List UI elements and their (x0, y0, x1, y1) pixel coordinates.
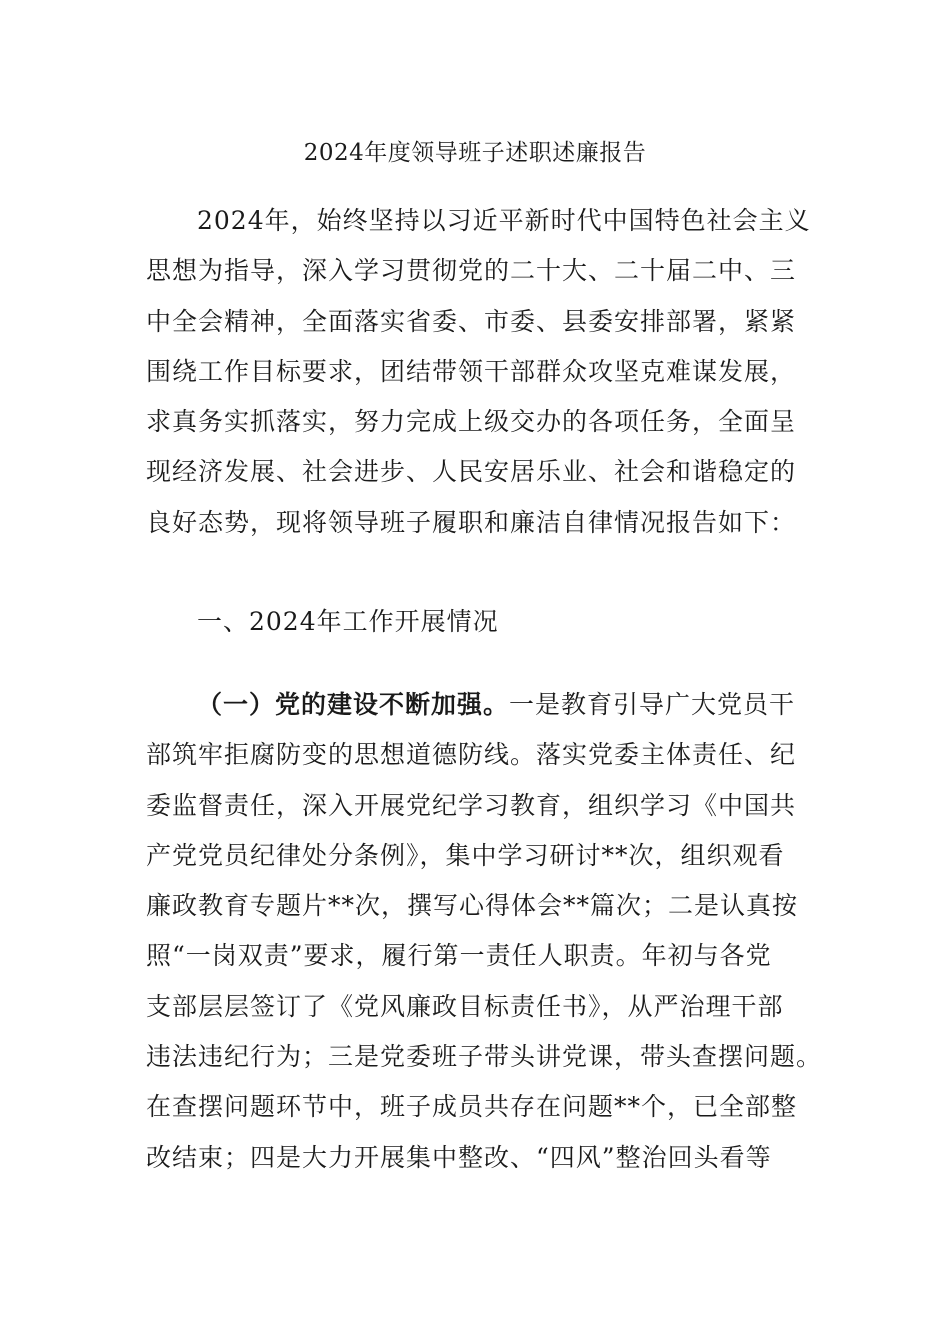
intro-line: 中全会精神，全面落实省委、市委、县委安排部署，紧紧 (146, 306, 797, 336)
section-heading: 一、2024年工作开展情况 (197, 607, 499, 636)
intro-line: 求真务实抓落实，努力完成上级交办的各项任务，全面呈 (146, 407, 797, 437)
intro-line: 围绕工作目标要求，团结带领干部群众攻坚克难谋发展， (146, 356, 797, 386)
body-paragraph (146, 680, 823, 1183)
body-line: 产党党员纪律处分条例》，集中学习研讨**次，组织观看 (146, 840, 785, 870)
body-line: 在查摆问题环节中，班子成员共存在问题**个，已全部整 (146, 1092, 798, 1122)
document-title: 2024年度领导班子述职述廉报告 (303, 140, 647, 166)
intro-line: 良好态势，现将领导班子履职和廉洁自律情况报告如下： (146, 507, 797, 537)
body-line: 廉政教育专题片**次，撰写心得体会**篇次；二是认真按 (146, 891, 799, 921)
body-line: 照“一岗双责”要求，履行第一责任人职责。年初与各党 (146, 941, 772, 971)
intro-line: 现经济发展、社会进步、人民安居乐业、社会和谐稳定的 (146, 457, 797, 487)
body-line: 委监督责任，深入开展党纪学习教育，组织学习《中国共 (146, 790, 797, 820)
body-first-line (146, 680, 806, 730)
body-line: 支部层层签订了《党风廉政目标责任书》，从严治理干部 (146, 991, 784, 1021)
intro-line: 2024年，始终坚持以习近平新时代中国特色社会主义 (197, 206, 811, 235)
body-line: 部筑牢拒腐防变的思想道德防线。落实党委主体责任、纪 (146, 740, 797, 770)
body-line: 违法违纪行为；三是党委班子带头讲党课，带头查摆问题。 (146, 1042, 823, 1072)
body-line-text: 一是教育引导广大党员干 (509, 690, 796, 719)
intro-paragraph (146, 196, 811, 548)
subsection-heading: （一）党的建设不断加强。 (197, 690, 510, 719)
body-line: 改结束；四是大力开展集中整改、“四风”整治回头看等 (146, 1142, 772, 1172)
intro-line: 思想为指导，深入学习贯彻党的二十大、二十届二中、三 (146, 256, 797, 286)
